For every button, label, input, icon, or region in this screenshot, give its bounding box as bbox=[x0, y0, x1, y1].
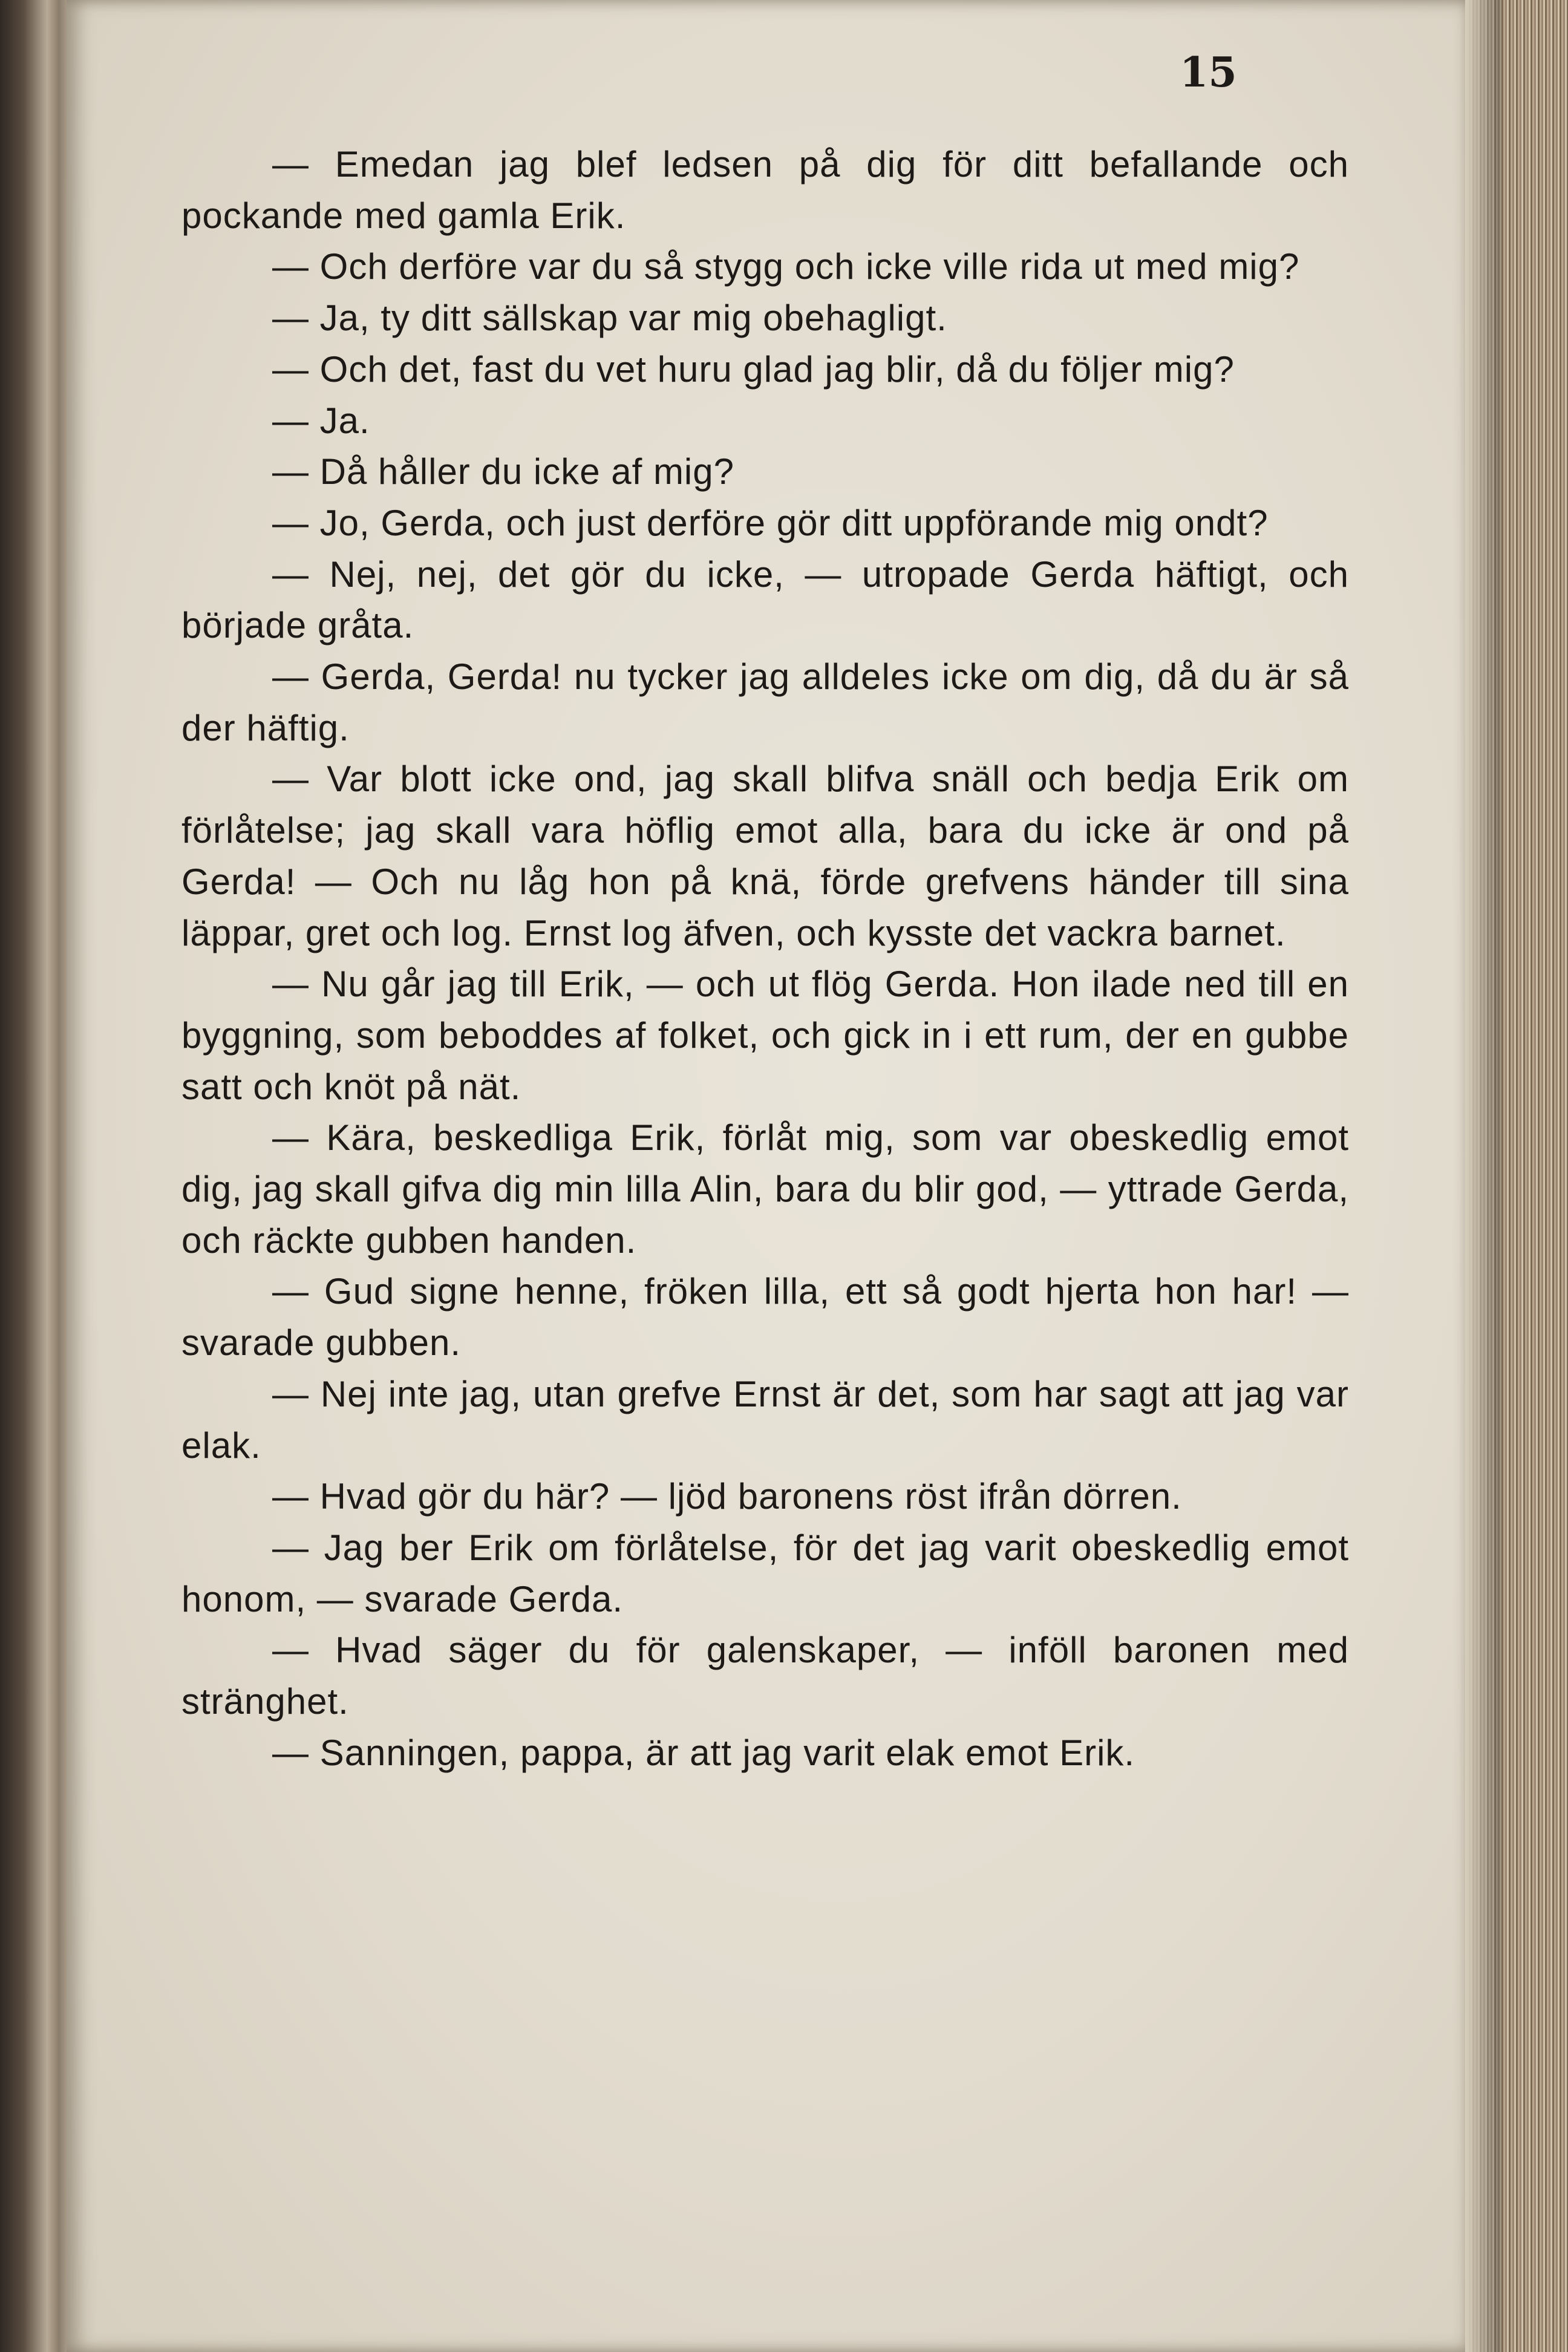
paragraph: — Nej, nej, det gör du icke, — utropade Gerda häftigt, och började gråta. bbox=[181, 554, 1349, 646]
paragraph: — Gerda, Gerda! nu tycker jag alldeles icke om dig, då du är så der häftig. bbox=[181, 656, 1349, 748]
paragraph: — Sanningen, pappa, är att jag varit elak emot Erik. bbox=[272, 1732, 1135, 1773]
paragraph: — Gud signe henne, fröken lilla, ett så godt hjerta hon har! — svarade gubben. bbox=[181, 1271, 1349, 1364]
paragraph: — Ja. bbox=[272, 400, 370, 441]
paragraph: — Nej inte jag, utan grefve Ernst är det, som har sagt att jag var elak. bbox=[181, 1373, 1349, 1466]
paragraph: — Hvad säger du för galenskaper, — inföll baronen med stränghet. bbox=[181, 1630, 1349, 1722]
paragraph: — Och derföre var du så stygg och icke ville rida ut med mig? bbox=[272, 246, 1300, 287]
paragraph: — Emedan jag blef ledsen på dig för ditt befallande och pockande med gamla Erik. bbox=[181, 144, 1349, 236]
paragraph: — Och det, fast du vet huru glad jag blir, då du följer mig? bbox=[272, 348, 1235, 390]
paragraph: — Nu går jag till Erik, — och ut flög Gerda. Hon ilade ned till en byggning, som beboddes af folket, och gick in i ett rum, der en gubbe satt och knöt på nät. bbox=[181, 964, 1349, 1107]
paragraph: — Var blott icke ond, jag skall blifva snäll och bedja Erik om förlåtelse; jag skall vara höflig emot alla, bara du icke är ond på Gerda! — Och nu låg hon på knä, förde grefvens händer till sina läppar, gret och log. Ernst log äfven, och kysste det vackra barnet. bbox=[181, 759, 1349, 953]
paper-leaf bbox=[67, 0, 1470, 2352]
body-text bbox=[181, 139, 1349, 1779]
page-number: 15 bbox=[1180, 48, 1237, 97]
paragraph: — Hvad gör du här? — ljöd baronens röst ifrån dörren. bbox=[272, 1476, 1182, 1517]
paragraph: — Kära, beskedliga Erik, förlåt mig, som var obeskedlig emot dig, jag skall gifva dig min lilla Alin, bara du blir god, — yttrade Gerda, och räckte gubben handen. bbox=[181, 1117, 1349, 1261]
paragraph: — Ja, ty ditt sällskap var mig obehagligt. bbox=[272, 298, 947, 339]
paragraph: — Jag ber Erik om förlåtelse, för det jag varit obeskedlig emot honom, — svarade Gerda. bbox=[181, 1527, 1349, 1619]
paragraph: — Då håller du icke af mig? bbox=[272, 451, 734, 492]
paragraph: — Jo, Gerda, och just derföre gör ditt uppförande mig ondt? bbox=[272, 502, 1269, 543]
right-page-edges bbox=[1465, 0, 1568, 2352]
